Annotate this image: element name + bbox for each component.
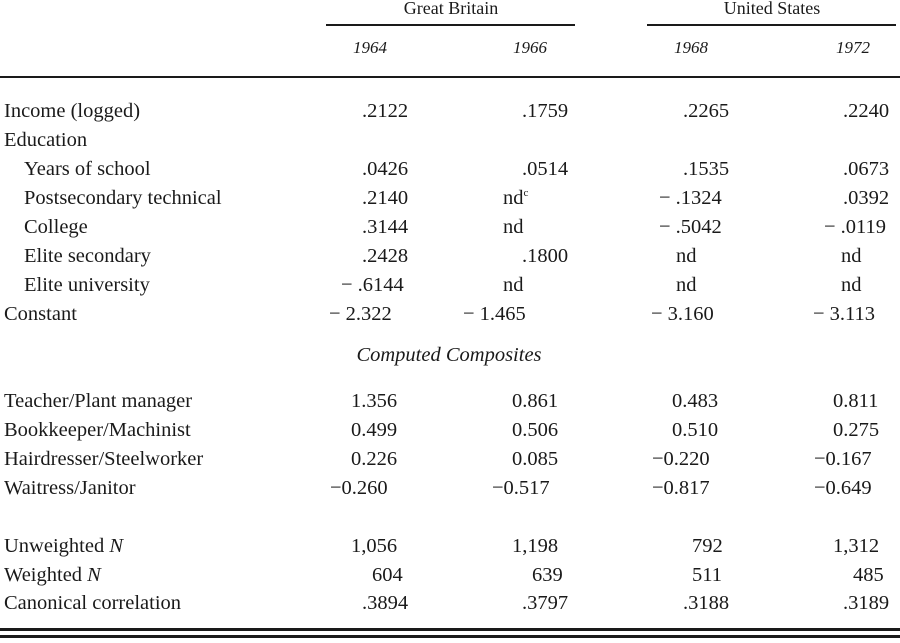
table-cell: nd bbox=[676, 245, 697, 267]
table-cell: .1800 bbox=[522, 245, 569, 267]
table-cell: nd bbox=[841, 274, 862, 296]
footer-rule-top bbox=[0, 628, 900, 631]
table-row bbox=[0, 561, 900, 590]
table-cell: 1,198 bbox=[512, 535, 559, 557]
table-cell: 0.499 bbox=[351, 419, 398, 441]
table-row bbox=[0, 300, 900, 329]
year-1972: 1972 bbox=[836, 38, 870, 57]
group-header-united-states: United States bbox=[723, 0, 821, 18]
footer-rule-bottom bbox=[0, 635, 900, 638]
table-cell: 0.483 bbox=[672, 390, 719, 412]
group-rule-great-britain bbox=[326, 24, 575, 26]
row-label bbox=[4, 561, 101, 590]
row-label: Teacher/Plant manager bbox=[4, 390, 193, 412]
table-cell: nd bbox=[503, 274, 524, 296]
table-cell: −0.167 bbox=[814, 448, 872, 470]
row-label-text: Unweighted bbox=[4, 535, 105, 557]
year-1964: 1964 bbox=[353, 38, 387, 57]
table-cell: .3188 bbox=[683, 592, 730, 614]
year-1968: 1968 bbox=[674, 38, 708, 57]
section-title: Computed Composites bbox=[356, 344, 542, 366]
table-row bbox=[0, 532, 900, 561]
row-label: Hairdresser/Steelworker bbox=[4, 448, 204, 470]
row-label-italic: N bbox=[87, 564, 101, 586]
table-cell: .3894 bbox=[362, 592, 409, 614]
table-cell: .2428 bbox=[362, 245, 409, 267]
row-label: Income (logged) bbox=[4, 100, 141, 122]
header-rule bbox=[0, 76, 900, 78]
table-cell: 0.085 bbox=[512, 448, 559, 470]
row-label bbox=[4, 532, 123, 561]
table-cell: − .0119 bbox=[824, 216, 887, 238]
table-cell: − 3.160 bbox=[651, 303, 714, 325]
table-cell: .0426 bbox=[362, 158, 409, 180]
year-1966: 1966 bbox=[513, 38, 547, 57]
table-cell: − 3.113 bbox=[813, 303, 876, 325]
table-row bbox=[0, 589, 900, 618]
table-cell: .0514 bbox=[522, 158, 569, 180]
table-cell: 792 bbox=[692, 535, 723, 557]
table-cell: .1759 bbox=[522, 100, 569, 122]
table-cell: 1,056 bbox=[351, 535, 398, 557]
table-cell bbox=[503, 184, 528, 213]
table-cell: − .1324 bbox=[659, 187, 722, 209]
table-row bbox=[0, 474, 900, 503]
row-label: Years of school bbox=[24, 158, 151, 180]
table-row bbox=[0, 271, 900, 300]
table-cell: 0.506 bbox=[512, 419, 559, 441]
table-cell: .0673 bbox=[843, 158, 890, 180]
table-cell: .1535 bbox=[683, 158, 730, 180]
table-cell: 0.510 bbox=[672, 419, 719, 441]
table-cell: 1,312 bbox=[833, 535, 880, 557]
group-header-great-britain: Great Britain bbox=[403, 0, 499, 18]
table-cell: nd bbox=[676, 274, 697, 296]
table-row bbox=[0, 213, 900, 242]
row-label: Elite secondary bbox=[24, 245, 151, 267]
table-row bbox=[0, 126, 900, 155]
table-cell: nd bbox=[841, 245, 862, 267]
table-cell: .0392 bbox=[843, 187, 890, 209]
table-row bbox=[0, 445, 900, 474]
row-label: Waitress/Janitor bbox=[4, 477, 136, 499]
table-row bbox=[0, 155, 900, 184]
row-label-text: Weighted bbox=[4, 564, 83, 586]
table-cell: − .6144 bbox=[341, 274, 404, 296]
table-cell: 604 bbox=[372, 564, 403, 586]
table-cell: 485 bbox=[853, 564, 884, 586]
row-label-italic: N bbox=[109, 535, 124, 557]
table-cell: − 2.322 bbox=[329, 303, 392, 325]
table-cell: 511 bbox=[692, 564, 722, 586]
table-cell: 1.356 bbox=[351, 390, 398, 412]
row-label: Bookkeeper/Machinist bbox=[4, 419, 191, 441]
table-cell: −0.260 bbox=[330, 477, 388, 499]
group-rule-united-states bbox=[647, 24, 896, 26]
footnote-mark: c bbox=[523, 187, 529, 200]
row-label: Constant bbox=[4, 303, 77, 325]
row-label: Canonical correlation bbox=[4, 592, 182, 614]
table-cell: .2140 bbox=[362, 187, 409, 209]
table-cell: − 1.465 bbox=[463, 303, 526, 325]
table-cell: −0.220 bbox=[652, 448, 710, 470]
table-cell: .3797 bbox=[522, 592, 569, 614]
table-cell: .2122 bbox=[362, 100, 409, 122]
table-cell: .3189 bbox=[843, 592, 890, 614]
table-row bbox=[0, 387, 900, 416]
table-row bbox=[0, 97, 900, 126]
table-cell: 0.275 bbox=[833, 419, 880, 441]
table-cell: 0.861 bbox=[512, 390, 559, 412]
table-cell: − .5042 bbox=[659, 216, 722, 238]
table-row bbox=[0, 416, 900, 445]
table-cell: 639 bbox=[532, 564, 563, 586]
table-cell: .3144 bbox=[362, 216, 409, 238]
table-cell: −0.517 bbox=[492, 477, 550, 499]
table-cell: .2265 bbox=[683, 100, 730, 122]
table-row bbox=[0, 242, 900, 271]
table-row bbox=[0, 184, 900, 213]
table-cell: −0.649 bbox=[814, 477, 872, 499]
table-cell: 0.226 bbox=[351, 448, 398, 470]
row-label: Postsecondary technical bbox=[24, 187, 222, 209]
table-cell: 0.811 bbox=[833, 390, 879, 412]
table-cell: nd bbox=[503, 216, 524, 238]
table-cell-value: nd bbox=[503, 187, 524, 209]
table-cell: .2240 bbox=[843, 100, 890, 122]
row-label: Education bbox=[4, 129, 88, 151]
row-label: Elite university bbox=[24, 274, 150, 296]
row-label: College bbox=[24, 216, 88, 238]
table-cell: −0.817 bbox=[652, 477, 710, 499]
